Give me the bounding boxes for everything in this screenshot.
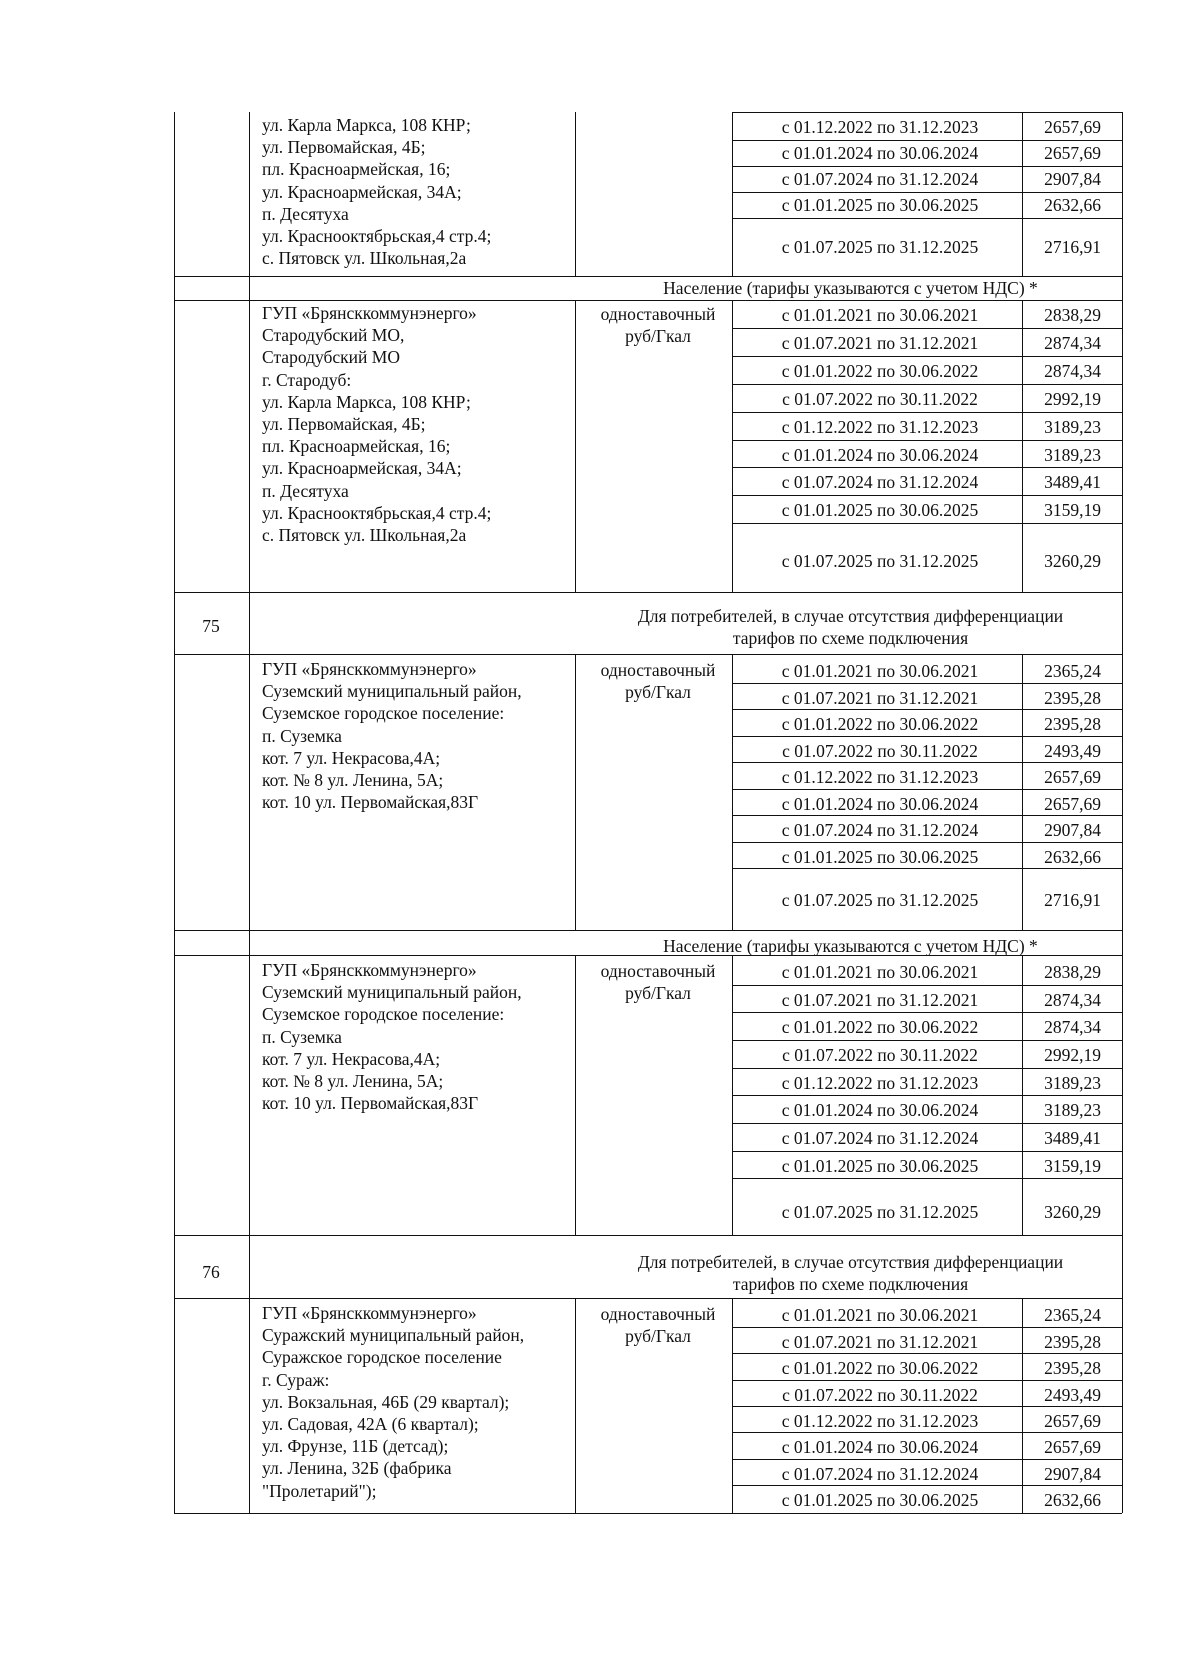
tariff-type — [582, 303, 734, 347]
tariff-value: 2365,24 — [1044, 661, 1101, 681]
row-divider — [732, 1380, 1122, 1381]
tariff-value: 2657,69 — [1044, 1411, 1101, 1431]
row-divider — [732, 683, 1122, 684]
address-line: ул. Карла Маркса, 108 КНР; — [262, 391, 471, 412]
tariff-type — [582, 659, 734, 703]
tariff-period: с 01.07.2024 по 31.12.2024 — [781, 1128, 979, 1148]
tariff-value: 2907,84 — [1044, 820, 1101, 840]
tariff-value: 2838,29 — [1044, 305, 1101, 325]
tariff-value: 2874,34 — [1044, 361, 1101, 381]
address-line: ул. Красноармейская, 34А; — [262, 181, 462, 202]
address-line: ул. Садовая, 42А (6 квартал); — [262, 1414, 479, 1435]
tariff-period: с 01.07.2024 по 31.12.2024 — [781, 169, 979, 189]
table-border-left — [174, 112, 175, 1513]
tariff-value: 3159,19 — [1044, 500, 1101, 520]
tariff-value: 2874,34 — [1044, 333, 1101, 353]
tariff-period: с 01.01.2025 по 30.06.2025 — [781, 1156, 979, 1176]
tariff-period: с 01.07.2025 по 31.12.2025 — [781, 237, 979, 257]
row-divider — [732, 166, 1122, 167]
address-line: Суземское городское поселение: — [262, 703, 505, 724]
tariff-value: 2874,34 — [1044, 1017, 1101, 1037]
tariff-period: с 01.12.2022 по 31.12.2023 — [781, 1073, 979, 1093]
tariff-period: с 01.01.2021 по 30.06.2021 — [781, 1305, 979, 1325]
row-divider — [732, 1178, 1122, 1179]
sec2-address — [262, 302, 562, 546]
column-divider — [732, 654, 733, 930]
tariff-period: с 01.01.2022 по 30.06.2022 — [781, 1358, 979, 1378]
row-divider — [732, 1040, 1122, 1041]
tariff-value: 2493,49 — [1044, 1385, 1101, 1405]
tariff-value: 2716,91 — [1044, 237, 1101, 257]
row-divider — [732, 112, 1122, 113]
address-line: Суражский муниципальный район, — [262, 1325, 525, 1346]
tariff-value: 2992,19 — [1044, 1045, 1101, 1065]
address-line: п. Десятуха — [262, 203, 349, 224]
row-divider — [732, 985, 1122, 986]
address-line: ул. Красноармейская, 34А; — [262, 458, 462, 479]
tariff-value: 2838,29 — [1044, 962, 1101, 982]
row-divider — [174, 1298, 1122, 1299]
tariff-value: 3189,23 — [1044, 445, 1101, 465]
tariff-value: 2716,91 — [1044, 890, 1101, 910]
tariff-value: 2657,69 — [1044, 767, 1101, 787]
tariff-value: 2395,28 — [1044, 1332, 1101, 1352]
tariff-period: с 01.01.2024 по 30.06.2024 — [781, 143, 979, 163]
tariff-period: с 01.12.2022 по 31.12.2023 — [781, 1411, 979, 1431]
tariff-period: с 01.07.2022 по 30.11.2022 — [782, 1045, 978, 1065]
address-line: Суземский муниципальный район, — [262, 982, 522, 1003]
address-line: г. Стародуб: — [262, 369, 352, 390]
address-line: кот. 10 ул. Первомайская,83Г — [262, 792, 479, 813]
tariff-unit: руб/Гкал — [625, 682, 691, 702]
tariff-type-label: одноставочный — [600, 1304, 716, 1324]
table-border-right — [1122, 112, 1123, 1513]
tariff-value: 3189,23 — [1044, 1073, 1101, 1093]
tariff-period: с 01.07.2022 по 30.11.2022 — [782, 1385, 978, 1405]
tariff-type — [582, 1303, 734, 1347]
header-line: тарифов по схеме подключения — [732, 1274, 969, 1294]
address-line: ГУП «Брянсккоммунэнерго» — [262, 960, 477, 980]
tariff-period: с 01.07.2021 по 31.12.2021 — [781, 990, 979, 1010]
tariff-period: с 01.07.2024 по 31.12.2024 — [781, 820, 979, 840]
row-divider — [732, 736, 1122, 737]
row-divider — [732, 1068, 1122, 1069]
tariff-period: с 01.01.2022 по 30.06.2022 — [781, 714, 979, 734]
tariff-value: 3260,29 — [1044, 551, 1101, 571]
row-number: 75 — [202, 616, 220, 636]
population-nds-header: Население (тарифы указываются с учетом НДС) * — [663, 278, 1038, 298]
address-line: ул. Ленина, 32Б (фабрика — [262, 1458, 452, 1479]
tariff-period: с 01.07.2021 по 31.12.2021 — [781, 1332, 979, 1352]
address-line: п. Десятуха — [262, 480, 349, 501]
row-divider — [732, 328, 1122, 329]
address-line: ул. Краснооктябрьская,4 стр.4; — [262, 226, 492, 247]
address-line: пл. Красноармейская, 16; — [262, 436, 451, 457]
tariff-period: с 01.01.2021 по 30.06.2021 — [781, 305, 979, 325]
address-line: ГУП «Брянсккоммунэнерго» — [262, 659, 477, 679]
address-line: Стародубский МО, — [262, 325, 405, 346]
tariff-period: с 01.01.2024 по 30.06.2024 — [781, 445, 979, 465]
row-divider — [174, 592, 1122, 593]
column-divider — [732, 300, 733, 592]
row-divider — [732, 1012, 1122, 1013]
tariff-type-label: одноставочный — [600, 660, 716, 680]
row-divider — [732, 356, 1122, 357]
tariff-period: с 01.07.2024 по 31.12.2024 — [781, 1464, 979, 1484]
column-divider — [575, 300, 576, 592]
tariff-period: с 01.01.2021 по 30.06.2021 — [781, 661, 979, 681]
tariff-unit: руб/Гкал — [625, 983, 691, 1003]
tariff-period: с 01.01.2025 по 30.06.2025 — [781, 1490, 979, 1510]
row-divider — [174, 300, 1122, 301]
sec1-address — [262, 114, 562, 269]
header-line: Для потребителей, в случае отсутствия дифференциации — [637, 606, 1064, 626]
tariff-period: с 01.07.2021 по 31.12.2021 — [781, 333, 979, 353]
tariff-period: с 01.07.2022 по 30.11.2022 — [782, 741, 978, 761]
population-nds-header: Население (тарифы указываются с учетом НДС) * — [663, 936, 1038, 956]
row-divider — [732, 1327, 1122, 1328]
address-line: пл. Красноармейская, 16; — [262, 159, 451, 180]
tariff-value: 3489,41 — [1044, 472, 1101, 492]
tariff-period: с 01.07.2022 по 30.11.2022 — [782, 389, 978, 409]
tariff-value: 2365,24 — [1044, 1305, 1101, 1325]
table-border-bottom — [174, 1513, 1122, 1514]
row-divider — [732, 495, 1122, 496]
row-divider — [732, 1406, 1122, 1407]
tariff-period: с 01.07.2025 по 31.12.2025 — [781, 890, 979, 910]
column-divider — [732, 112, 733, 276]
column-divider — [249, 112, 250, 1513]
tariff-value: 3189,23 — [1044, 1100, 1101, 1120]
address-line: п. Суземка — [262, 1026, 342, 1047]
row-divider — [174, 1235, 1122, 1236]
row-divider — [732, 709, 1122, 710]
tariff-period: с 01.01.2025 по 30.06.2025 — [781, 500, 979, 520]
row-number: 76 — [202, 1262, 220, 1282]
tariff-value: 2395,28 — [1044, 1358, 1101, 1378]
tariff-value: 2657,69 — [1044, 1437, 1101, 1457]
row-divider — [732, 1151, 1122, 1152]
address-line: ГУП «Брянсккоммунэнерго» — [262, 303, 477, 323]
tariff-type-label: одноставочный — [600, 304, 716, 324]
row-divider — [732, 842, 1122, 843]
column-divider — [1022, 654, 1023, 930]
address-line: Стародубский МО — [262, 347, 400, 368]
tariff-value: 2632,66 — [1044, 847, 1101, 867]
tariff-value: 2907,84 — [1044, 169, 1101, 189]
tariff-value: 2632,66 — [1044, 195, 1101, 215]
row75-address — [262, 658, 562, 813]
tariff-value: 3260,29 — [1044, 1202, 1101, 1222]
row-divider — [732, 140, 1122, 141]
address-line: кот. 10 ул. Первомайская,83Г — [262, 1093, 479, 1114]
row-divider — [174, 276, 1122, 277]
tariff-type — [582, 960, 734, 1004]
row-divider — [732, 1432, 1122, 1433]
address-line: кот. 7 ул. Некрасова,4А; — [262, 1048, 441, 1069]
row-divider — [732, 440, 1122, 441]
tariff-value: 2395,28 — [1044, 688, 1101, 708]
tariff-period: с 01.01.2025 по 30.06.2025 — [781, 847, 979, 867]
tariff-value: 3159,19 — [1044, 1156, 1101, 1176]
tariff-value: 2907,84 — [1044, 1464, 1101, 1484]
tariff-unit: руб/Гкал — [625, 326, 691, 346]
address-line: с. Пятовск ул. Школьная,2а — [262, 525, 467, 546]
no-differentiation-header — [578, 605, 1123, 649]
tariff-period: с 01.07.2021 по 31.12.2021 — [781, 688, 979, 708]
address-line: п. Суземка — [262, 725, 342, 746]
row75-nds-address — [262, 959, 562, 1114]
row-divider — [732, 384, 1122, 385]
column-divider — [575, 1298, 576, 1513]
tariff-value: 2657,69 — [1044, 117, 1101, 137]
address-line: с. Пятовск ул. Школьная,2а — [262, 248, 467, 269]
row-divider — [732, 789, 1122, 790]
tariff-period: с 01.01.2025 по 30.06.2025 — [781, 195, 979, 215]
address-line: ул. Первомайская, 4Б; — [262, 137, 426, 158]
row-divider — [732, 412, 1122, 413]
row-divider — [174, 654, 1122, 655]
tariff-period: с 01.01.2021 по 30.06.2021 — [781, 962, 979, 982]
address-line: ул. Вокзальная, 46Б (29 квартал); — [262, 1391, 510, 1412]
column-divider — [575, 654, 576, 930]
tariff-value: 3489,41 — [1044, 1128, 1101, 1148]
address-line: Суземский муниципальный район, — [262, 681, 522, 702]
address-line: ул. Фрунзе, 11Б (детсад); — [262, 1436, 449, 1457]
address-line: ул. Первомайская, 4Б; — [262, 414, 426, 435]
row-divider — [732, 467, 1122, 468]
address-line: ул. Краснооктябрьская,4 стр.4; — [262, 502, 492, 523]
column-divider — [1022, 300, 1023, 592]
address-line: Суражское городское поселение — [262, 1347, 502, 1368]
row-divider — [732, 868, 1122, 869]
tariff-value: 2657,69 — [1044, 794, 1101, 814]
row-divider — [732, 218, 1122, 219]
tariff-value: 2657,69 — [1044, 143, 1101, 163]
address-line: "Пролетарий"); — [262, 1480, 377, 1501]
tariff-value: 2395,28 — [1044, 714, 1101, 734]
tariff-period: с 01.01.2022 по 30.06.2022 — [781, 361, 979, 381]
row-divider — [732, 1095, 1122, 1096]
tariff-period: с 01.07.2025 по 31.12.2025 — [781, 551, 979, 571]
row-divider — [732, 1353, 1122, 1354]
address-line: кот. 7 ул. Некрасова,4А; — [262, 747, 441, 768]
row-divider — [732, 523, 1122, 524]
tariff-period: с 01.01.2024 по 30.06.2024 — [781, 1437, 979, 1457]
tariff-value: 2874,34 — [1044, 990, 1101, 1010]
row-divider — [732, 1123, 1122, 1124]
row76-address — [262, 1302, 562, 1502]
tariff-unit: руб/Гкал — [625, 1326, 691, 1346]
address-line: г. Сураж: — [262, 1369, 330, 1390]
row-divider — [174, 930, 1122, 931]
tariff-period: с 01.01.2024 по 30.06.2024 — [781, 1100, 979, 1120]
tariff-type-label: одноставочный — [600, 961, 716, 981]
tariff-period: с 01.01.2024 по 30.06.2024 — [781, 794, 979, 814]
tariff-value: 2992,19 — [1044, 389, 1101, 409]
column-divider — [575, 112, 576, 276]
address-line: ул. Карла Маркса, 108 КНР; — [262, 115, 471, 135]
tariff-value: 3189,23 — [1044, 417, 1101, 437]
column-divider — [575, 955, 576, 1235]
column-divider — [1022, 112, 1023, 276]
address-line: кот. № 8 ул. Ленина, 5А; — [262, 1071, 444, 1092]
no-differentiation-header — [578, 1251, 1123, 1295]
tariff-value: 2632,66 — [1044, 1490, 1101, 1510]
tariff-period: с 01.07.2024 по 31.12.2024 — [781, 472, 979, 492]
tariff-period: с 01.12.2022 по 31.12.2023 — [781, 117, 979, 137]
tariff-period: с 01.07.2025 по 31.12.2025 — [781, 1202, 979, 1222]
tariff-value: 2493,49 — [1044, 741, 1101, 761]
row-divider — [732, 1485, 1122, 1486]
row-divider — [174, 955, 1122, 956]
tariff-period: с 01.01.2022 по 30.06.2022 — [781, 1017, 979, 1037]
address-line: Суземское городское поселение: — [262, 1004, 505, 1025]
row-divider — [732, 762, 1122, 763]
tariff-period: с 01.12.2022 по 31.12.2023 — [781, 417, 979, 437]
row-divider — [732, 1459, 1122, 1460]
address-line: ГУП «Брянсккоммунэнерго» — [262, 1303, 477, 1323]
header-line: Для потребителей, в случае отсутствия дифференциации — [637, 1252, 1064, 1272]
address-line: кот. № 8 ул. Ленина, 5А; — [262, 770, 444, 791]
tariff-period: с 01.12.2022 по 31.12.2023 — [781, 767, 979, 787]
row-divider — [732, 815, 1122, 816]
row-divider — [732, 192, 1122, 193]
header-line: тарифов по схеме подключения — [732, 628, 969, 648]
